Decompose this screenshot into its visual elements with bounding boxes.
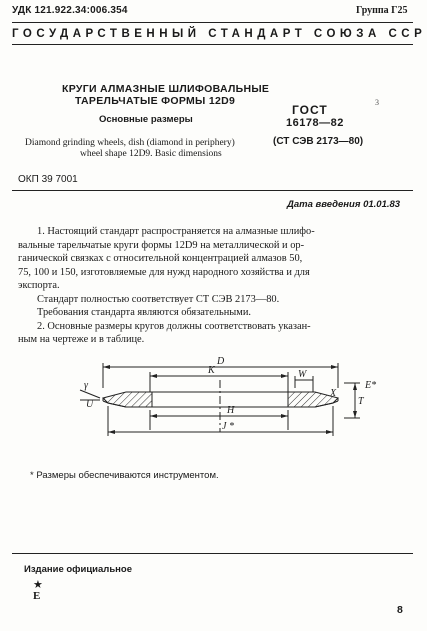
paragraph-4-line-1: 2. Основные размеры кругов должны соответствовать указан- [37, 320, 311, 332]
page-number: 8 [397, 604, 403, 616]
paragraph-1-line-5: экспорта. [18, 280, 60, 291]
paragraph-1-line-1: 1. Настоящий стандарт распространяется на алмазные шлифо- [37, 226, 315, 237]
label-w: W [298, 369, 307, 380]
star-mark: ★ [33, 579, 43, 591]
english-title-line-2: wheel shape 12D9. Basic dimensions [80, 149, 222, 159]
issue-mark: Е [33, 590, 41, 602]
english-title-line-1: Diamond grinding wheels, dish (diamond in periphery) [25, 138, 235, 148]
udk-code: УДК 121.922.34:006.354 [12, 5, 128, 16]
subtitle: Основные размеры [99, 114, 193, 125]
gost-number: 16178—82 [286, 117, 344, 129]
header-rule [12, 44, 413, 45]
paragraph-1-line-2: вальные тарельчатые круги формы 12D9 на металлической и ор- [18, 239, 305, 251]
wheel-drawing [0, 340, 427, 460]
gost-label: ГОСТ [292, 103, 328, 117]
state-standard-header: ГОСУДАРСТВЕННЫЙ СТАНДАРТ СОЮЗА ССР [12, 28, 427, 40]
label-k: K [208, 365, 215, 376]
label-u: U [86, 399, 94, 410]
top-rule [12, 22, 413, 23]
wheel-section-left [103, 392, 152, 407]
label-t: T [358, 396, 364, 407]
title-line-2: ТАРЕЛЬЧАТЫЕ ФОРМЫ 12D9 [75, 95, 236, 107]
paragraph-4-line-2: ным на чертеже и в таблице. [18, 334, 145, 345]
label-d: D [217, 356, 225, 367]
introduction-date: Дата введения 01.01.83 [287, 199, 401, 210]
official-edition-label: Издание официальное [24, 564, 132, 575]
corner-mark: 3 [375, 98, 379, 107]
label-e: E* [365, 380, 377, 391]
paragraph-2: Стандарт полностью соответствует СТ СЭВ 2173—80. [37, 293, 280, 305]
label-j: J * [222, 421, 234, 432]
paragraph-1-line-3: ганической связках с относительной концентрацией алмазов 50, [18, 253, 303, 264]
label-x: X [330, 388, 337, 399]
title-line-1: КРУГИ АЛМАЗНЫЕ ШЛИФОВАЛЬНЫЕ [62, 83, 270, 95]
label-h: H [227, 405, 235, 416]
footer-rule [12, 553, 413, 554]
paragraph-1-line-4: 75, 100 и 150, изготовляемые для нужд народного хозяйства и для [18, 266, 310, 278]
paragraph-3: Требования стандарта являются обязательными. [37, 307, 252, 318]
footnote: * Размеры обеспечиваются инструментом. [30, 470, 219, 481]
okp-code: ОКП 39 7001 [18, 174, 78, 185]
label-gamma: γ [84, 380, 88, 391]
gost-equivalent: (СТ СЭВ 2173—80) [273, 136, 364, 147]
group-code: Группа Г25 [356, 5, 408, 16]
okp-rule [12, 190, 413, 191]
